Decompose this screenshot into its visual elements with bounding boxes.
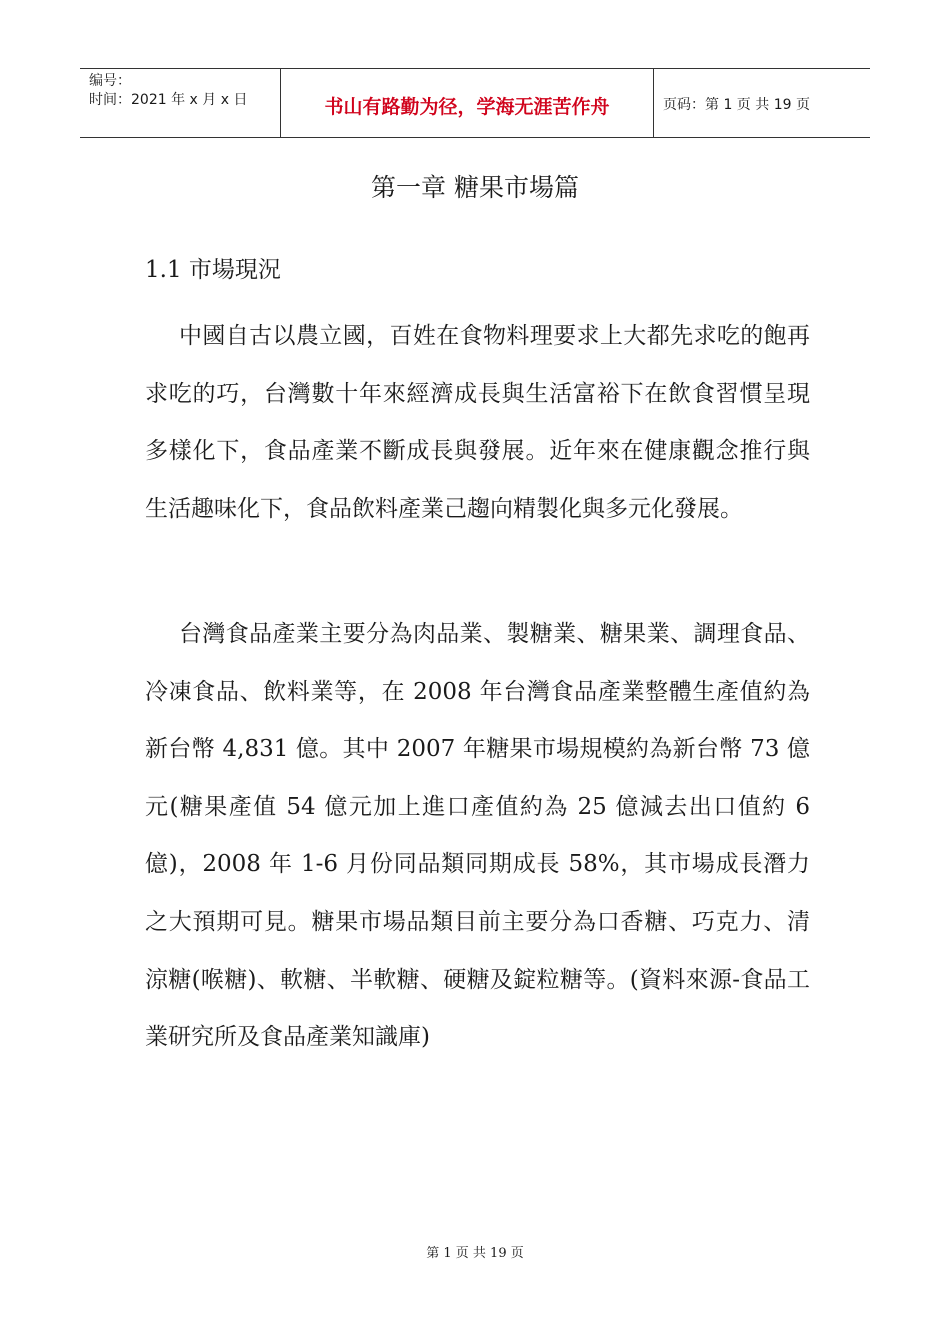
document-header [80,68,870,138]
header-motto: 书山有路勤为径，学海无涯苦作舟 [281,69,654,137]
chapter-title: 第一章 糖果市場篇 [371,173,579,202]
section-title: 1.1 市場現況 [145,257,281,283]
header-page-code: 页码：第 1 页 共 19 页 [663,97,810,113]
body-paragraph: 中國自古以農立國，百姓在食物料理要求上大都先求吃的飽再求吃的巧，台灣數十年來經濟成長與生活富裕下在飲食習慣呈現多樣化下，食品產業不斷成長與發展。近年來在健康觀念推行與生活趣味化下，食品飲料產業己趨向精製化與多元化發展。 [145,323,810,522]
body-paragraph: 台灣食品產業主要分為肉品業、製糖業、糖果業、調理食品、冷凍食品、飲料業等，在 2008 年台灣食品產業整體生產值約為新台幣 4,831 億。其中 2007 年糖果市場規模約為新台幣 73 億元(糖果產值 54 億元加上進口產值約為 25 億減去出口值約 6 億)，2008 年 1-6 月份同品類同期成長 58%，其市場成長潛力之大預期可見。糖果市場品類目前主要分為口香糖、巧克力、清涼糖(喉糖)、軟糖、半軟糖、硬糖及錠粒糖等。(資料來源-食品工業研究所及食品產業知識庫) [145,621,810,1051]
header-meta-cell [80,69,281,137]
header-time-label: 时间：2021 年 x 月 x 日 [89,92,248,108]
header-number-label: 编号： [89,73,131,89]
page-footer: 第 1 页 共 19 页 [426,1246,524,1261]
